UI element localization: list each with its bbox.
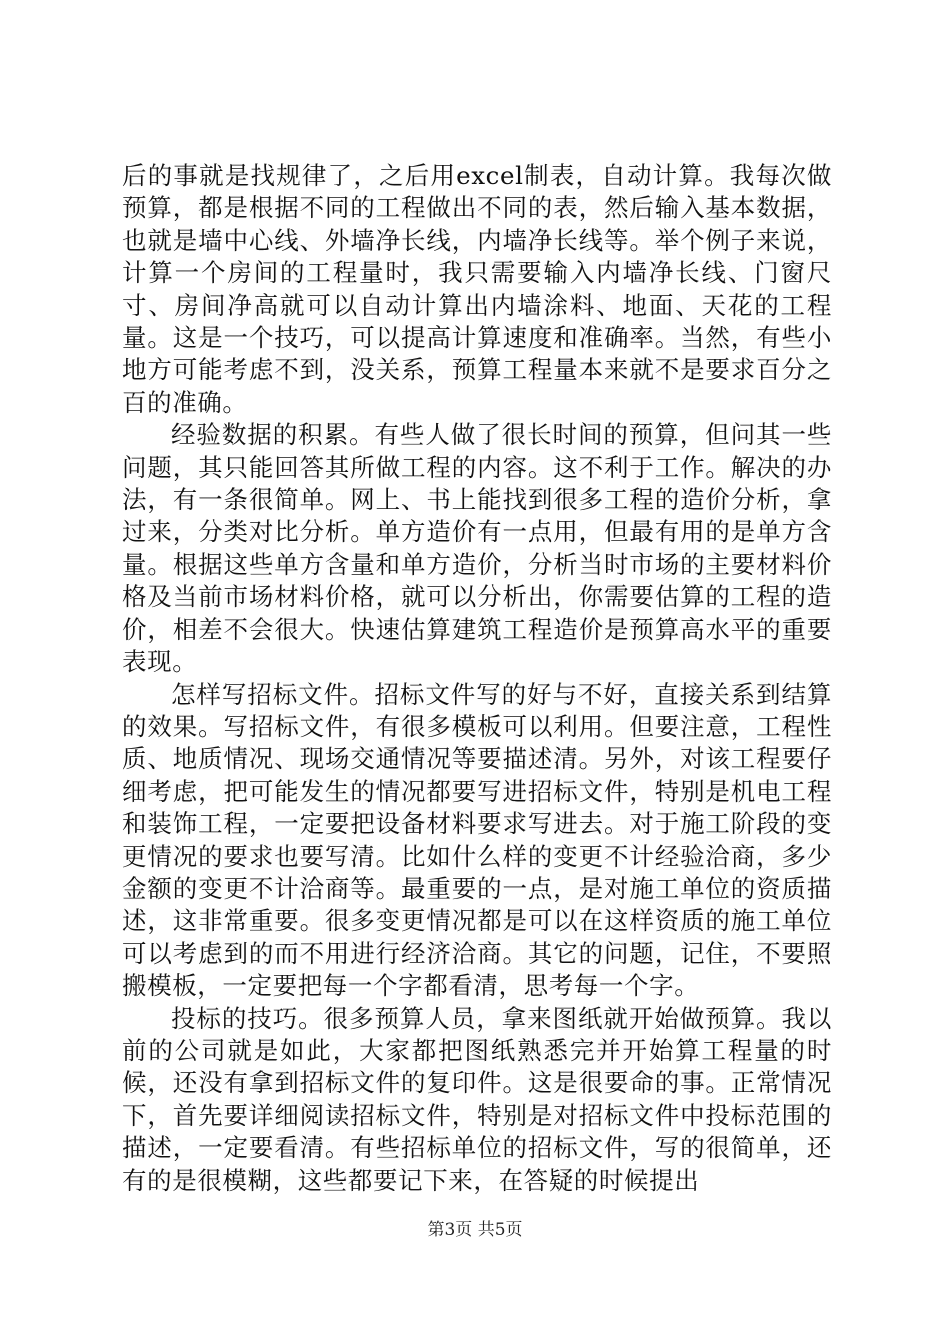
document-body [122, 160, 832, 1197]
paragraph-bidding-skills: 投标的技巧。很多预算人员，拿来图纸就开始做预算。我以前的公司就是如此，大家都把图纸熟悉完并开始算工程量的时候，还没有拿到招标文件的复印件。这是很要命的事。正常情况下，首先要详细阅读招标文件，特别是对招标文件中投标范围的描述，一定要看清。有些招标单位的招标文件，写的很简单，还有的是很模糊，这些都要记下来，在答疑的时候提出 [122, 1003, 832, 1195]
paragraph-continuation: 后的事就是找规律了，之后用excel制表，自动计算。我每次做预算，都是根据不同的工程做出不同的表，然后输入基本数据，也就是墙中心线、外墙净长线，内墙净长线等。举个例子来说，计算一个房间的工程量时，我只需要输入内墙净长线、门窗尺寸、房间净高就可以自动计算出内墙涂料、地面、天花的工程量。这是一个技巧，可以提高计算速度和准确率。当然，有些小地方可能考虑不到，没关系，预算工程量本来就不是要求百分之百的准确。 [122, 161, 832, 417]
page-number-footer: 第3页 共5页 [427, 1220, 523, 1240]
paragraph-experience-data: 经验数据的积累。有些人做了很长时间的预算，但问其一些问题，其只能回答其所做工程的内容。这不利于工作。解决的办法，有一条很简单。网上、书上能找到很多工程的造价分析，拿过来，分类对比分析。单方造价有一点用，但最有用的是单方含量。根据这些单方含量和单方造价，分析当时市场的主要材料价格及当前市场材料价格，就可以分析出，你需要估算的工程的造价，相差不会很大。快速估算建筑工程造价是预算高水平的重要表现。 [122, 420, 832, 677]
paragraph-tender-documents: 怎样写招标文件。招标文件写的好与不好，直接关系到结算的效果。写招标文件，有很多模板可以利用。但要注意，工程性质、地质情况、现场交通情况等要描述清。另外，对该工程要仔细考虑，把可能发生的情况都要写进招标文件，特别是机电工程和装饰工程，一定要把设备材料要求写进去。对于施工阶段的变更情况的要求也要写清。比如什么样的变更不计经验洽商，多少金额的变更不计洽商等。最重要的一点，是对施工单位的资质描述，这非常重要。很多变更情况都是可以在这样资质的施工单位可以考虑到的而不用进行经济洽商。其它的问题，记住，不要照搬模板，一定要把每一个字都看清，思考每一个字。 [122, 679, 832, 1001]
